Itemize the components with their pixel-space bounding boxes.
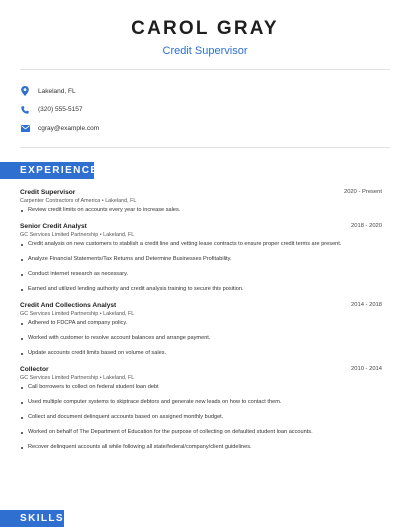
job-location: Lakeland, FL bbox=[103, 311, 135, 317]
job-bullet: Analyze Financial Statements/Tax Returns and Determine Businesses Profitability. bbox=[20, 256, 382, 263]
resume-header bbox=[0, 0, 410, 58]
job-title: Credit Supervisor bbox=[20, 189, 76, 196]
candidate-name: CAROL GRAY bbox=[131, 18, 279, 39]
job-dates: 2020 - Present bbox=[343, 189, 382, 195]
map-pin-icon bbox=[20, 86, 30, 96]
company-name: GC Services Limited Partnership bbox=[20, 375, 99, 381]
job-bullet: Worked with customer to resolve account balances and arrange payment. bbox=[20, 335, 382, 342]
candidate-title: Credit Supervisor bbox=[162, 45, 248, 57]
location-text: Lakeland, FL bbox=[38, 87, 76, 95]
job-bullet: Used multiple computer systems to skiptrace debtors and generate new leads on how to contact them. bbox=[20, 399, 382, 406]
job-location: Lakeland, FL bbox=[103, 375, 135, 381]
job-entry bbox=[20, 365, 382, 451]
job-company-line bbox=[20, 231, 382, 239]
job-title: Collector bbox=[20, 366, 49, 373]
job-bullet: Recover delinquent accounts all while following all state/federal/company/client guidelines. bbox=[20, 444, 382, 451]
job-location: Lakeland, FL bbox=[105, 198, 137, 204]
job-entry bbox=[20, 222, 382, 293]
separator-dot: • bbox=[98, 232, 104, 238]
job-dates: 2010 - 2014 bbox=[351, 366, 382, 372]
job-title: Senior Credit Analyst bbox=[20, 223, 87, 230]
experience-list bbox=[20, 188, 382, 459]
company-name: GC Services Limited Partnership bbox=[20, 311, 99, 317]
header-divider bbox=[20, 69, 390, 70]
contact-block bbox=[20, 82, 99, 138]
job-bullet: Adhered to FDCPA and company policy. bbox=[20, 320, 382, 327]
contact-phone bbox=[20, 101, 99, 119]
job-bullets bbox=[20, 384, 382, 451]
job-bullets bbox=[20, 207, 382, 214]
company-name: Carpenter Contractors of America bbox=[20, 198, 101, 204]
phone-icon bbox=[20, 105, 30, 115]
job-company-line bbox=[20, 310, 382, 318]
job-bullet: Review credit limits on accounts every year to increase sales. bbox=[20, 207, 382, 214]
job-company-line bbox=[20, 374, 382, 382]
job-bullet: Credit analysis on new customers to stablish a credit line and vetting lease contracts to ensure proper credit terms are present. bbox=[20, 241, 382, 248]
envelope-icon bbox=[20, 123, 30, 133]
job-entry bbox=[20, 301, 382, 357]
job-title: Credit And Collections Analyst bbox=[20, 302, 117, 309]
job-bullet: Collect and document delinquent accounts based on assigned monthly budget. bbox=[20, 414, 382, 421]
job-entry bbox=[20, 188, 382, 214]
skills-heading: SKILLS bbox=[0, 510, 64, 527]
job-bullet: Worked on behalf of The Department of Education for the purpose of collecting on defaulted student loan accounts. bbox=[20, 429, 382, 436]
job-bullet: Call borrowers to collect on federal student loan debt bbox=[20, 384, 382, 391]
contact-location bbox=[20, 82, 99, 100]
email-text: cgray@example.com bbox=[38, 124, 100, 132]
job-location: Lakeland, FL bbox=[103, 232, 135, 238]
job-bullet: Update accounts credit limits based on volume of sales. bbox=[20, 350, 382, 357]
job-bullet: Earned and utilized lending authority and credit analysis training to secure this position. bbox=[20, 286, 382, 293]
job-dates: 2014 - 2018 bbox=[351, 302, 382, 308]
phone-text: (320) 555-5157 bbox=[38, 106, 83, 113]
job-dates: 2018 - 2020 bbox=[351, 223, 382, 229]
contact-email bbox=[20, 119, 99, 137]
separator-dot: • bbox=[100, 198, 106, 204]
job-bullets bbox=[20, 241, 382, 293]
job-company-line bbox=[20, 197, 382, 205]
experience-heading: EXPERIENCE bbox=[0, 162, 94, 179]
job-bullet: Conduct internet research as necessary. bbox=[20, 271, 382, 278]
contact-divider bbox=[20, 147, 390, 148]
job-bullets bbox=[20, 320, 382, 357]
separator-dot: • bbox=[98, 375, 104, 381]
company-name: GC Services Limited Partnership bbox=[20, 232, 99, 238]
separator-dot: • bbox=[98, 311, 104, 317]
